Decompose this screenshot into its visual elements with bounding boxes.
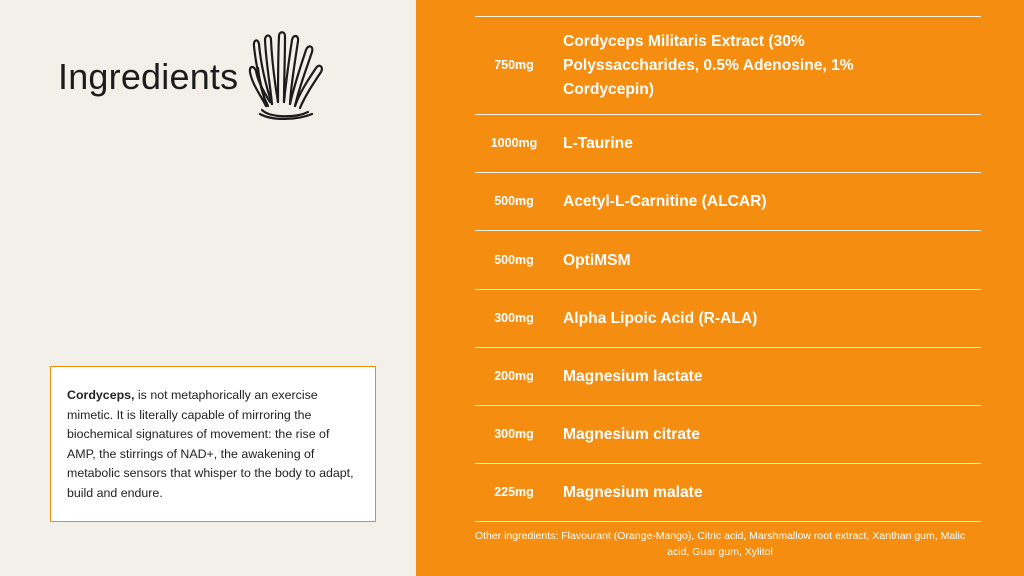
ingredient-row: [475, 347, 981, 406]
ingredient-dose: 200mg: [494, 369, 534, 383]
ingredient-dose: 225mg: [494, 485, 534, 499]
ingredient-dose: 300mg: [494, 311, 534, 325]
cordyceps-note: [50, 366, 376, 522]
ingredient-dose: 300mg: [494, 427, 534, 441]
ingredient-row: [475, 230, 981, 290]
ingredient-dose: 500mg: [494, 252, 534, 267]
list-bottom-divider: [475, 521, 981, 522]
ingredient-name: OptiMSM: [563, 251, 631, 269]
ingredient-row: [475, 172, 981, 231]
cordyceps-icon: [248, 28, 328, 120]
ingredient-row: [475, 463, 981, 522]
note-text: is not metaphorically an exercise mimetic. It is literally capable of mirroring the biochemical signatures of movement: the rise of AMP, the stirrings of NAD+, the awakening of metabolic sensors that whisper to the body to adapt, build and endure.: [67, 388, 354, 500]
ingredients-panel: [416, 0, 1024, 576]
note-bold-term: Cordyceps,: [67, 388, 135, 402]
ingredient-name: Magnesium citrate: [563, 426, 700, 443]
ingredient-name: L-Taurine: [563, 135, 633, 152]
ingredient-row: [475, 114, 981, 173]
ingredient-name: Alpha Lipoic Acid (R-ALA): [563, 310, 758, 327]
left-panel: [0, 0, 416, 576]
ingredient-name: Cordyceps Militaris Extract (30% Polyssaccharides, 0.5% Adenosine, 1% Cordycepin): [563, 33, 854, 98]
ingredient-row: [475, 405, 981, 464]
ingredient-dose: 750mg: [494, 58, 534, 72]
page-title: Ingredients: [58, 56, 239, 97]
ingredient-name: Magnesium malate: [563, 484, 703, 501]
ingredient-dose: 500mg: [494, 194, 534, 208]
other-ingredients: Other ingredients: Flavourant (Orange-Mango), Citric acid, Marshmallow root extract, Xanthan gum, Malic acid, Guar gum, Xylitol: [474, 530, 966, 558]
ingredient-row: [475, 289, 981, 348]
ingredient-row: [475, 16, 981, 115]
ingredient-dose: 1000mg: [490, 136, 538, 150]
ingredient-name: Magnesium lactate: [563, 368, 703, 385]
ingredient-name: Acetyl-L-Carnitine (ALCAR): [563, 193, 767, 210]
